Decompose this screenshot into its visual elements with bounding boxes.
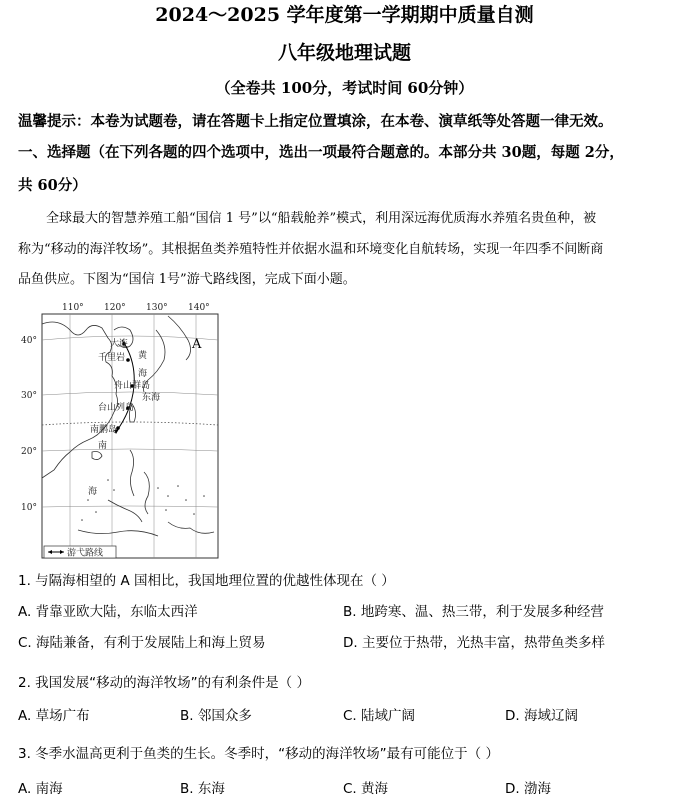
place-label: 千里岩: [98, 353, 126, 363]
exam-info: （全卷共 100分，考试时间 60分钟）: [215, 79, 474, 97]
sea-label: 海: [138, 369, 148, 379]
lat-label: 10°: [21, 503, 37, 513]
section-heading-line1: 一、选择题（在下列各题的四个选项中，选出一项最符合题意的。本部分共 30题，每题 2分，: [18, 144, 624, 161]
exam-title: 2024～2025 学年度第一学期期中质量自测: [155, 4, 534, 26]
route-map: [18, 300, 223, 560]
legend-label: 游弋路线: [67, 548, 104, 559]
country-label-a: A: [192, 337, 202, 352]
question-2-option-d[interactable]: D. 海域辽阔: [505, 708, 578, 724]
question-2-option-c[interactable]: C. 陆域广阔: [343, 708, 416, 724]
lon-label: 140°: [188, 303, 210, 313]
passage-line: 品鱼供应。下图为“国信 1号”游弋路线图，完成下面小题。: [18, 272, 356, 287]
question-1-stem: 1. 与隔海相望的 A 国相比，我国地理位置的优越性体现在（ ）: [18, 573, 395, 589]
question-3-option-b[interactable]: B. 东海: [180, 781, 225, 797]
question-3-option-d[interactable]: D. 渤海: [505, 781, 551, 797]
sea-label: 海: [88, 487, 98, 497]
sea-label: 东海: [142, 393, 161, 403]
question-2-option-a[interactable]: A. 草场广布: [18, 708, 90, 724]
exam-subject: 八年级地理试题: [277, 42, 411, 64]
section-heading-line2: 共 60分）: [18, 177, 87, 194]
question-2-option-b[interactable]: B. 邻国众多: [180, 708, 252, 724]
passage-line: 称为“移动的海洋牧场”。其根据鱼类养殖特性并依据水温和环境变化自航转场，实现一年四季不间断商: [18, 242, 604, 257]
lon-label: 110°: [62, 303, 84, 313]
question-1-option-d[interactable]: D. 主要位于热带，光热丰富，热带鱼类多样: [343, 635, 605, 651]
notice-text: 温馨提示：本卷为试题卷，请在答题卡上指定位置填涂，在本卷、演草纸等处答题一律无效。: [18, 113, 613, 130]
question-1-option-b[interactable]: B. 地跨寒、温、热三带，利于发展多种经营: [343, 604, 604, 620]
lat-label: 20°: [21, 447, 37, 457]
sea-label: 黄: [138, 351, 148, 361]
question-3-option-c[interactable]: C. 黄海: [343, 781, 389, 797]
question-3-stem: 3. 冬季水温高更利于鱼类的生长。冬季时，“移动的海洋牧场”最有可能位于（ ）: [18, 746, 499, 762]
sea-label: 南: [98, 441, 108, 451]
place-label: 舟山群岛: [114, 381, 151, 391]
lat-label: 30°: [21, 391, 37, 401]
place-label: 大连: [110, 339, 129, 349]
lat-label: 40°: [21, 336, 37, 346]
lon-label: 120°: [104, 303, 126, 313]
lon-label: 130°: [146, 303, 168, 313]
place-label: 南鹏岛: [90, 425, 118, 435]
question-2-stem: 2. 我国发展“移动的海洋牧场”的有利条件是（ ）: [18, 675, 310, 691]
question-1-option-a[interactable]: A. 背靠亚欧大陆，东临太西洋: [18, 604, 198, 620]
question-1-option-c[interactable]: C. 海陆兼备，有利于发展陆上和海上贸易: [18, 635, 266, 651]
question-3-option-a[interactable]: A. 南海: [18, 781, 63, 797]
place-label: 台山列岛: [98, 403, 135, 413]
passage-line: 全球最大的智慧养殖工船“国信 1 号”以“船载舱养”模式，利用深远海优质海水养殖名贵鱼种，被: [46, 211, 597, 226]
